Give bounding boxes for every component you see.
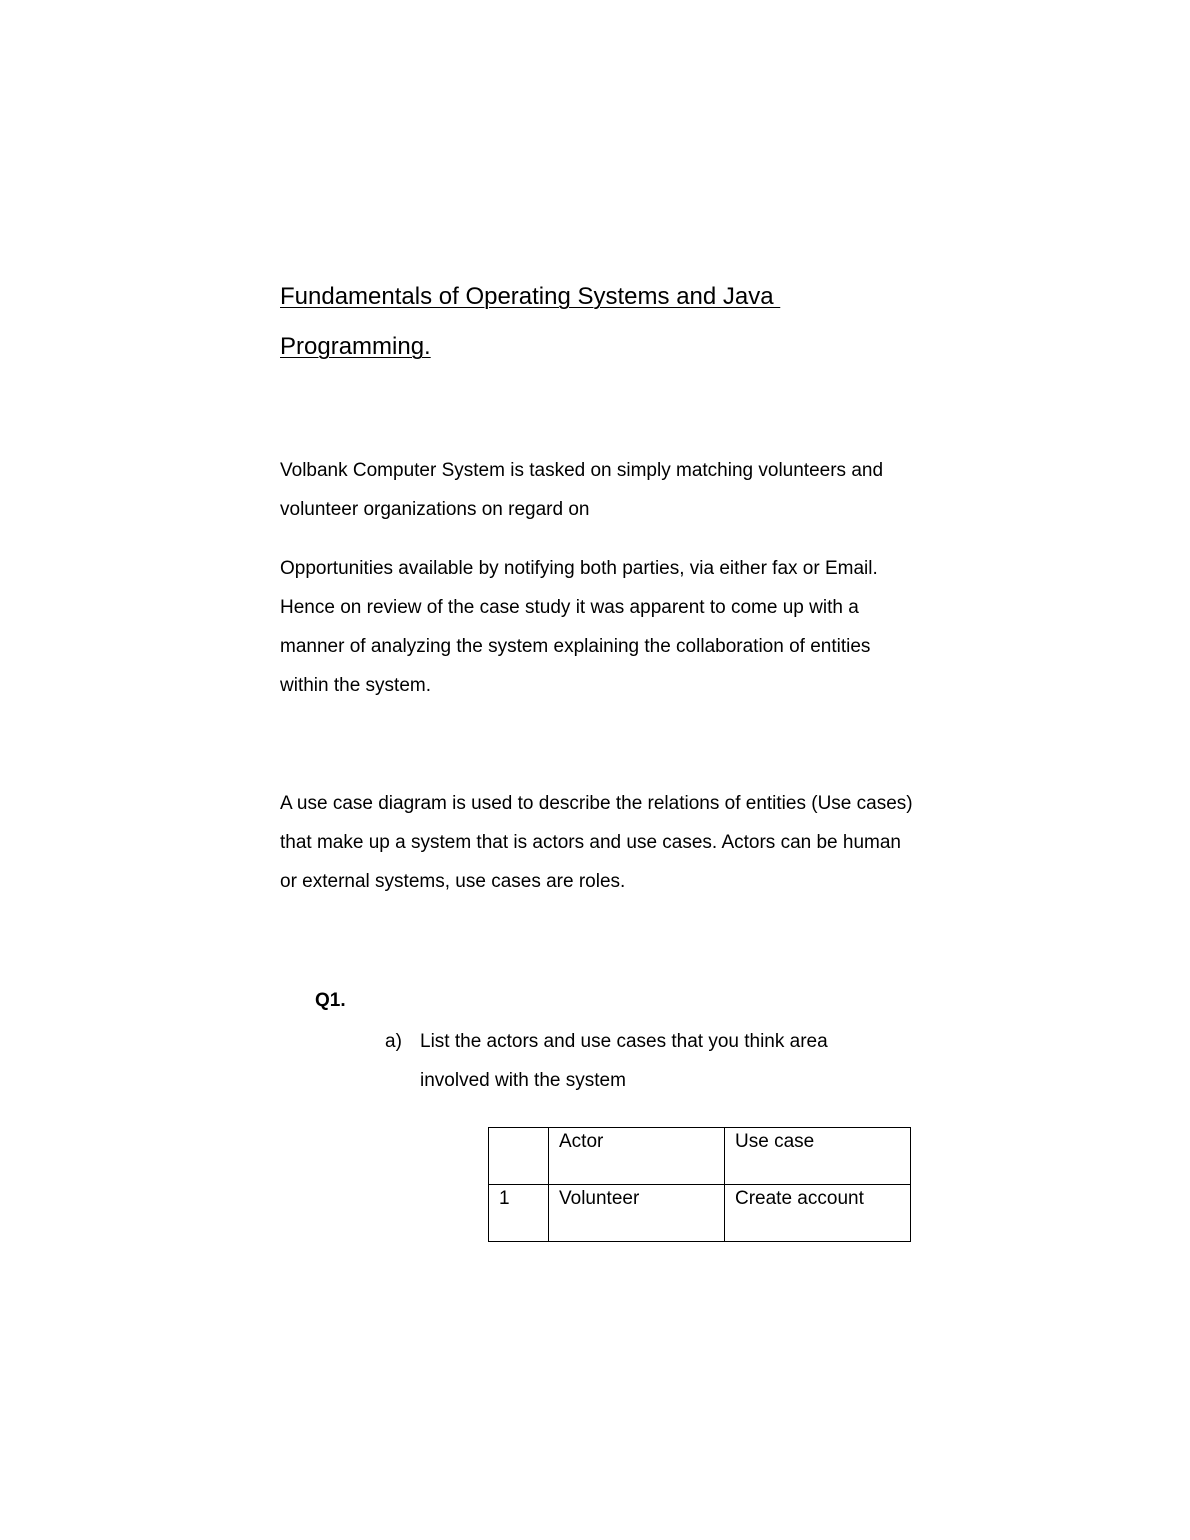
question-label: Q1. [315,990,346,1011]
table-row [489,1185,911,1242]
table-header-row [489,1128,911,1185]
list-item-a-text: List the actors and use cases that you think area involved with the system [420,1031,828,1091]
list-marker-a: a) [385,1031,402,1052]
actors-use-cases-table [488,1127,911,1242]
table-header-cell: Use case [725,1128,911,1185]
table-cell: Create account [725,1185,911,1242]
use-case-description-paragraph: A use case diagram is used to describe the relations of entities (Use cases) that make up a system that is actors and use cases. Actors can be human or external systems, use cases are roles. [280,793,913,892]
intro-paragraph: Volbank Computer System is tasked on simply matching volunteers and volunteer organizations on regard on [280,460,884,520]
opportunities-paragraph: Opportunities available by notifying both parties, via either fax or Email. Hence on review of the case study it was apparent to come up with a manner of analyzing the system explaining the collaboration of entities within the system. [280,558,878,696]
table-cell: 1 [489,1185,549,1242]
document-title-line-1: Fundamentals of Operating Systems and Java [280,283,781,310]
table-cell: Volunteer [549,1185,725,1242]
document-title-line-2: Programming. [280,333,431,360]
table-header-cell [489,1128,549,1185]
table-header-cell: Actor [549,1128,725,1185]
